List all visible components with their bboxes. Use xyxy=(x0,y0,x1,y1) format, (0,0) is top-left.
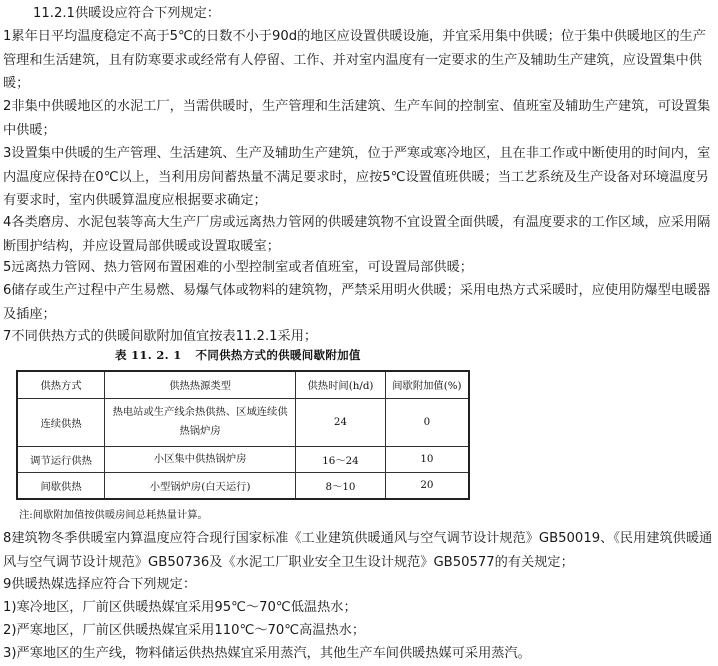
list-item-2: 2非集中供暖地区的水泥工厂，当需供暖时，生产管理和生活建筑、生产车间的控制室、值班室及辅助生产建筑，可设置集中供暖； xyxy=(3,99,711,138)
table-row xyxy=(17,398,469,446)
table-cell: 0 xyxy=(385,398,469,446)
list-item-9: 9供暖热媒选择应符合下列规定： xyxy=(3,577,197,592)
table-header-row xyxy=(17,371,469,398)
table-cell: 间歇供热 xyxy=(17,472,105,499)
heating-interval-table xyxy=(16,370,470,500)
table-row xyxy=(17,446,469,472)
column-header: 供热热源类型 xyxy=(105,371,296,398)
column-header: 间歇附加值(%) xyxy=(385,371,469,398)
table-cell: 8～10 xyxy=(296,472,386,499)
table-cell: 调节运行供热 xyxy=(17,446,105,472)
table-cell: 24 xyxy=(296,398,386,446)
sub-item-2: 2)严寒地区，厂前区供暖热媒宜采用110℃～70℃高温热水； xyxy=(3,623,366,638)
table-cell: 小型锅炉房(白天运行) xyxy=(105,472,296,499)
table-cell: 小区集中供热锅炉房 xyxy=(105,446,296,472)
table-cell: 10 xyxy=(385,446,469,472)
list-item-5: 5远离热力管网、热力管网布置困难的小型控制室或者值班室，可设置局部供暖； xyxy=(3,260,473,275)
sub-item-3: 3)严寒地区的生产线，物料储运供热热媒宜采用蒸汽，其他生产车间供暖热媒可采用蒸汽。 xyxy=(3,646,531,661)
column-header: 供热方式 xyxy=(17,371,105,398)
sub-item-1: 1)寒冷地区，厂前区供暖热媒宜采用95℃～70℃低温热水； xyxy=(3,600,357,615)
column-header: 供热时间(h/d) xyxy=(296,371,386,398)
table-cell: 连续供热 xyxy=(17,398,105,446)
section-heading: 11.2.1供暖设应符合下列规定： xyxy=(33,6,221,21)
list-item-8: 8建筑物冬季供暖室内算温度应符合现行国家标准《工业建筑供暖通风与空气调节设计规范》GB50019、《民用建筑供暖通风与空气调节设计规范》GB50736及《水泥工厂职业安全卫生设计规范》GB50577的有关规定； xyxy=(3,531,713,570)
table-caption xyxy=(115,347,375,363)
table-cell: 20 xyxy=(385,472,469,499)
table-cell: 热电站或生产线余热供热、区域连续供热锅炉房 xyxy=(105,398,296,446)
table-row xyxy=(17,472,469,499)
table-note: 注:间歇附加值按供暖房间总耗热量计算。 xyxy=(19,509,208,521)
table-cell: 16～24 xyxy=(296,446,386,472)
list-item-1: 1累年日平均温度稳定不高于5℃的日数不小于90d的地区应设置供暖设施，并宜采用集中供暖；位于集中供暖地区的生产管理和生活建筑，且有防寒要求或经常有人停留、工作、并对室内温度有一定要求的生产及辅助生产建筑，应设置集中供暖； xyxy=(3,29,706,91)
list-item-3: 3设置集中供暖的生产管理、生活建筑、生产及辅助生产建筑，位于严寒或寒冷地区，且在非工作或中断使用的时间内，室内温度应保持在0℃以上，当利用房间蓄热量不满足要求时，应按5℃设置值班供暖；当工艺系统及生产设备对环境温度另有要求时，室内供暖算温度应根据要求确定； xyxy=(3,146,711,208)
table-number: 表 11. 2. 1 xyxy=(115,348,182,362)
list-item-4: 4各类磨房、水泥包装等高大生产厂房或远离热力管网的供暖建筑物不宜设置全面供暖，有温度要求的工作区域，应采用隔断围护结构，并应设置局部供暖或设置取暖室； xyxy=(3,215,711,254)
list-item-6: 6储存或生产过程中产生易燃、易爆气体或物料的建筑物，严禁采用明火供暖；采用电热方式采暖时，应使用防爆型电暖器及插座； xyxy=(3,283,711,322)
table-title: 不同供热方式的供暖间歇附加值 xyxy=(195,348,361,362)
list-item-7: 7不同供热方式的供暖间歇附加值宜按表11.2.1采用； xyxy=(3,329,318,344)
